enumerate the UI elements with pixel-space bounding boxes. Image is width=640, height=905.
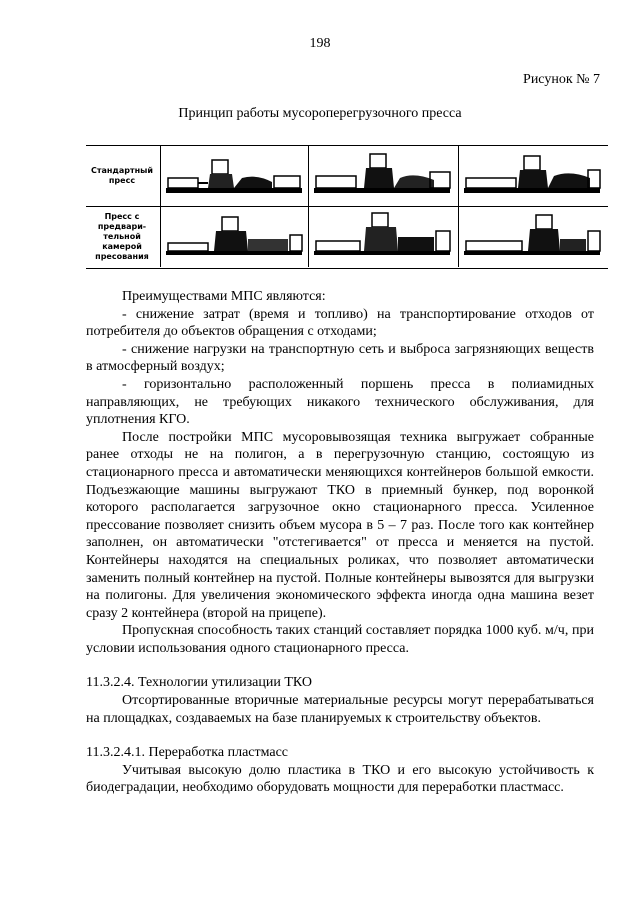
figure-title: Принцип работы мусороперегрузочного пресса: [178, 106, 462, 121]
row-label-standard-press: Стандартный пресс: [90, 166, 154, 185]
precompression-press-stage-3: [460, 209, 604, 265]
paragraph-plastics: Учитывая высокую долю пластика в ТКО и его высокую устойчивость к биодеградации, необходимо оборудовать мощности для переработки пластмасс.: [86, 762, 594, 796]
paragraph-advantages-intro: Преимуществами МПС являются:: [122, 289, 326, 304]
paragraph-capacity: Пропускная способность таких станций составляет порядка 1000 куб. м/ч, при условии использования одного стационарного пресса.: [86, 623, 594, 656]
section-heading-plastics: 11.3.2.4.1. Переработка пластмасс: [86, 745, 289, 761]
press-diagram: [86, 145, 608, 267]
page-number: 198: [309, 36, 331, 51]
paragraph-station-operation: После постройки МПС мусоровывозящая техника выгружает собранные ранее отходы не на полигон, а в перегрузочную станцию, состоящую из стационарного пресса и автоматически меняющихся контейнеров большой емкости. Подъезжающие машины выгружают ТКО в приемный бункер, под воронкой которого располагается загрузочное окно стационарного пресса. Усиленное прессование позволяет снизить объем мусора в 5 – 7 раз. После того как контейнер заполнен, он автоматически "отстегивается" от пресса и меняется на пустой. Контейнеры находятся на специальных роликах, что позволяет автоматически заменить полный контейнер на пустой. Полные контейнеры вывозятся для выгрузки на полигоны. Для увеличения экономического эффекта иногда одна машина везет сразу 2 контейнера (второй на прицепе).: [86, 429, 594, 621]
standard-press-stage-2: [310, 148, 454, 204]
body-text: [86, 288, 594, 797]
paragraph-advantage-3: - горизонтально расположенный поршень пресса в полиамидных направляющих, не требующих никакого технического обслуживания, для уплотнения КГО.: [86, 376, 594, 428]
figure-label: Рисунок № 7: [523, 72, 600, 87]
paragraph-advantage-2: - снижение нагрузки на транспортную сеть и выброса загрязняющих веществ в атмосферный воздух;: [86, 341, 594, 375]
standard-press-stage-3: [460, 148, 604, 204]
figure-row-precompression: [86, 206, 608, 269]
paragraph-secondary-resources: Отсортированные вторичные материальные ресурсы могут перерабатываться на площадках, создаваемых на базе планируемых к строительству объектов.: [86, 693, 594, 726]
standard-press-stage-1: [162, 148, 306, 204]
row-label-precompression-press: Пресс с предвари- тельной камерой пресования: [95, 212, 149, 261]
figure-row-standard: [86, 145, 608, 207]
precompression-press-stage-1: [162, 209, 306, 265]
paragraph-advantage-1: - снижение затрат (время и топливо) на транспортирование отходов от потребителя до объектов обращения с отходами;: [86, 306, 594, 340]
section-heading-disposal: 11.3.2.4. Технологии утилизации ТКО: [86, 675, 313, 691]
precompression-press-stage-2: [310, 209, 454, 265]
